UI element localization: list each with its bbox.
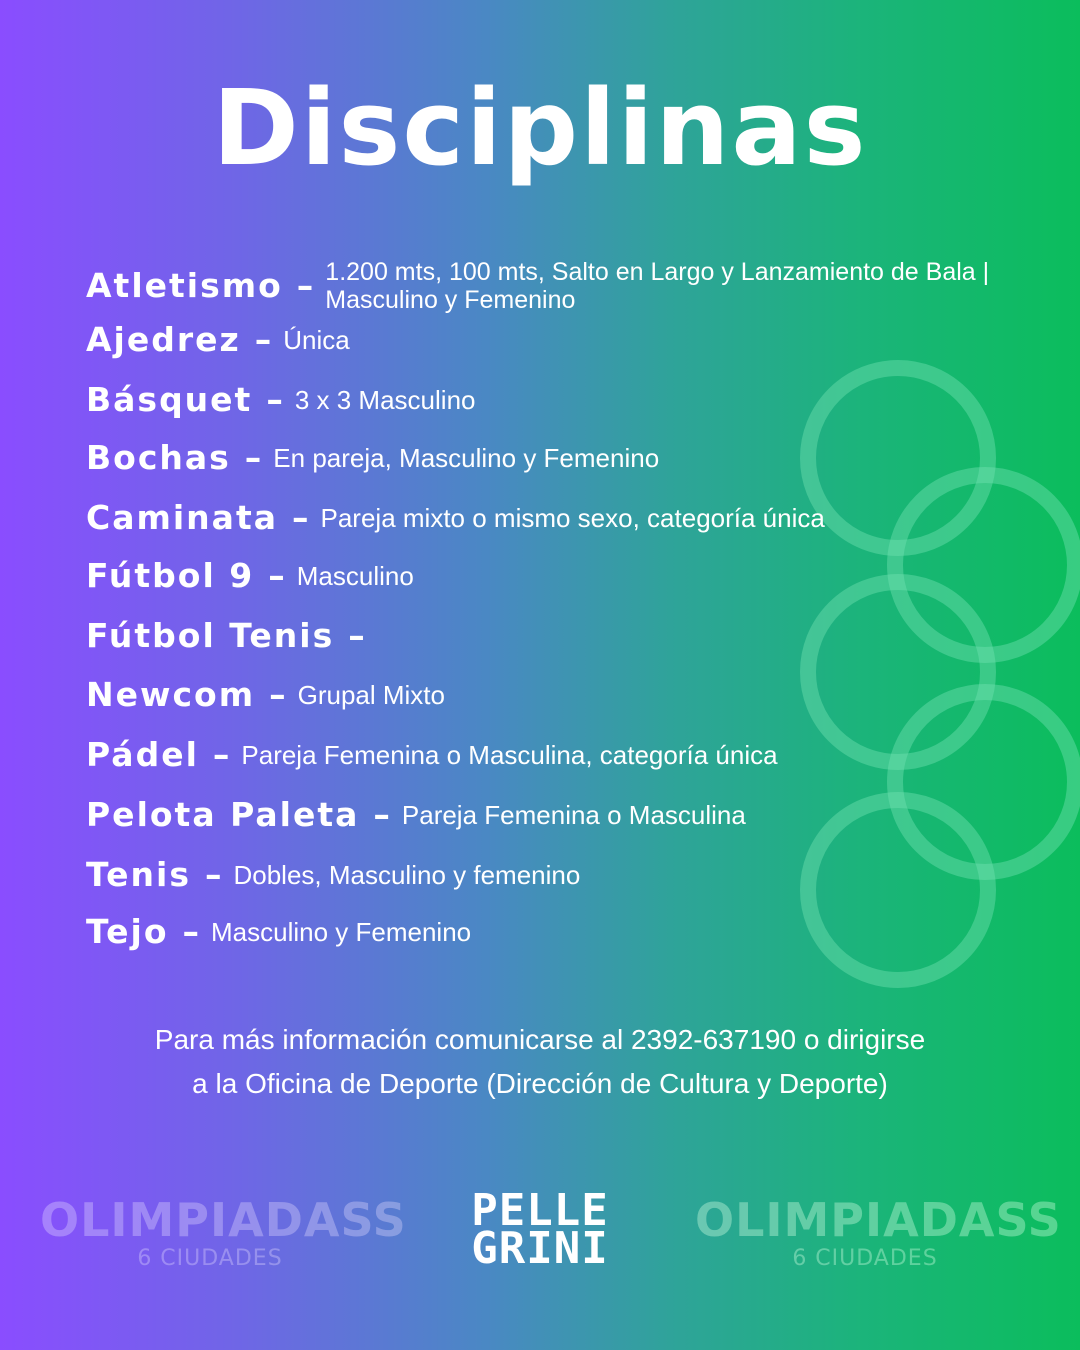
logo-subtitle: 6 CIUDADES bbox=[137, 1246, 283, 1271]
discipline-name: Fútbol Tenis bbox=[86, 616, 335, 655]
contact-info-line2: a la Oficina de Deporte (Dirección de Cultura y Deporte) bbox=[192, 1068, 888, 1099]
discipline-desc: En pareja, Masculino y Femenino bbox=[273, 443, 660, 473]
list-item bbox=[86, 912, 471, 952]
list-item bbox=[86, 380, 476, 420]
discipline-desc: Pareja Femenina o Masculina bbox=[401, 800, 746, 830]
list-item bbox=[86, 855, 580, 895]
list-item bbox=[86, 556, 414, 596]
discipline-name: Caminata bbox=[86, 498, 278, 537]
contact-info-line1: Para más información comunicarse al 2392-637190 o dirigirse bbox=[154, 1024, 926, 1055]
discipline-desc-line1: 1.200 mts, 100 mts, Salto en Largo y Lanzamiento de Bala | bbox=[325, 258, 990, 286]
olimpiadas-logo-left bbox=[40, 1193, 407, 1273]
list-item bbox=[86, 735, 778, 775]
discipline-desc: 3 x 3 Masculino bbox=[294, 385, 476, 415]
discipline-desc: Dobles, Masculino y femenino bbox=[233, 860, 581, 890]
separator: – bbox=[268, 556, 285, 595]
list-item bbox=[86, 795, 746, 835]
page-title: Disciplinas bbox=[212, 67, 868, 189]
list-item bbox=[86, 320, 350, 360]
discipline-desc: Masculino bbox=[296, 561, 414, 591]
discipline-name: Pádel bbox=[86, 735, 199, 774]
discipline-name: Básquet bbox=[86, 380, 253, 419]
discipline-name: Ajedrez bbox=[86, 320, 241, 359]
discipline-name: Tejo bbox=[86, 912, 169, 951]
separator: – bbox=[182, 912, 199, 951]
pellegrini-logo bbox=[460, 1185, 620, 1274]
discipline-name: Atletismo bbox=[86, 266, 283, 305]
separator: – bbox=[373, 795, 390, 834]
discipline-name: Newcom bbox=[86, 675, 256, 714]
separator: – bbox=[244, 438, 262, 477]
list-item bbox=[86, 616, 377, 656]
logo-title: OLIMPIADASS bbox=[695, 1193, 1062, 1247]
olimpiadas-logo-right bbox=[695, 1193, 1062, 1273]
list-item bbox=[86, 498, 825, 538]
discipline-desc: Grupal Mixto bbox=[297, 680, 445, 710]
discipline-name: Tenis bbox=[86, 855, 191, 894]
discipline-name: Pelota Paleta bbox=[86, 795, 360, 834]
discipline-desc: Masculino y Femenino bbox=[211, 917, 472, 947]
discipline-desc-line2: Masculino y Femenino bbox=[325, 286, 576, 314]
discipline-name: Bochas bbox=[86, 438, 231, 477]
separator: – bbox=[296, 266, 314, 305]
separator: – bbox=[254, 320, 272, 359]
discipline-desc bbox=[325, 258, 989, 314]
list-item bbox=[86, 258, 989, 314]
logo-subtitle: 6 CIUDADES bbox=[792, 1246, 938, 1271]
list-item bbox=[86, 675, 445, 715]
contact-info bbox=[0, 1018, 1080, 1106]
separator: – bbox=[292, 498, 309, 537]
logo-title: OLIMPIADASS bbox=[40, 1193, 407, 1247]
separator: – bbox=[269, 675, 286, 714]
discipline-name: Fútbol 9 bbox=[86, 556, 255, 595]
separator: – bbox=[212, 735, 230, 774]
discipline-desc: Pareja Femenina o Masculina, categoría única bbox=[241, 740, 778, 770]
separator: – bbox=[348, 616, 365, 655]
separator: – bbox=[204, 855, 222, 894]
brand-line2: GRINI bbox=[471, 1223, 609, 1274]
list-item bbox=[86, 438, 659, 478]
discipline-desc: Única bbox=[283, 325, 350, 355]
discipline-desc: Pareja mixto o mismo sexo, categoría única bbox=[320, 503, 825, 533]
separator: – bbox=[266, 380, 283, 419]
brand-line1: PELLE bbox=[471, 1185, 609, 1236]
